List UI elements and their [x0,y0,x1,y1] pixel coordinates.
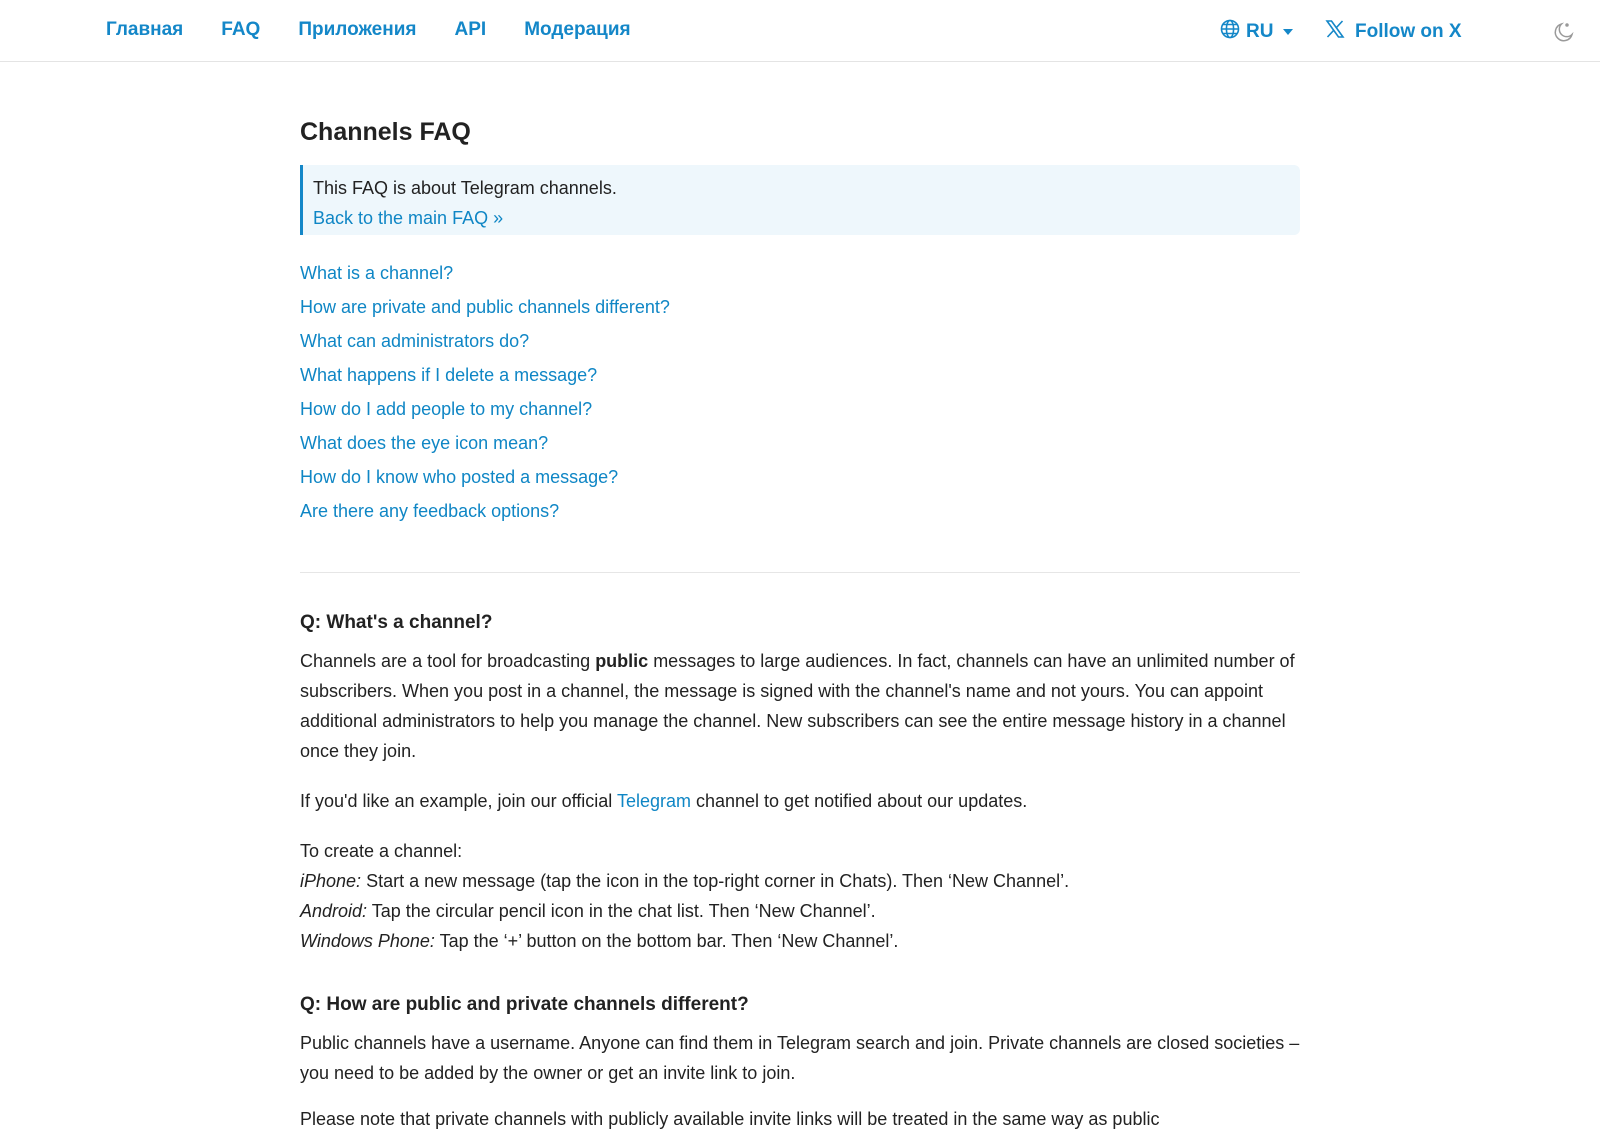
answer-paragraph [300,646,1300,766]
language-code: RU [1246,21,1274,42]
nav-link-moderation[interactable]: Модерация [524,19,631,40]
page-title: Channels FAQ [300,118,471,146]
nav-link-apps[interactable]: Приложения [298,19,417,40]
question-heading: Q: What's a channel? [300,612,493,633]
answer-paragraph: Please note that private channels with publicly available invite links will be treated in the same way as public [300,1109,1160,1129]
answer-paragraph: Public channels have a username. Anyone can find them in Telegram search and join. Private channels are closed societies – you need to be added by the owner or get an invite link to join. [300,1033,1300,1083]
text-span: Tap the circular pencil icon in the chat list. Then ‘New Channel’. [367,901,876,921]
toc-link[interactable]: Are there any feedback options? [300,501,560,521]
toc-item [300,426,670,460]
text-span: To create a channel: [300,841,463,861]
dark-mode-toggle-icon[interactable] [1552,20,1576,49]
nav-link-home[interactable]: Главная [106,19,184,40]
toc-item [300,358,670,392]
follow-on-x-link[interactable] [1325,19,1462,45]
top-navigation-bar [0,0,1600,62]
nav-link-faq[interactable]: FAQ [221,19,261,40]
platform-label: iPhone: [300,871,362,891]
toc-link[interactable]: How do I know who posted a message? [300,467,619,487]
globe-icon [1220,19,1240,45]
language-selector[interactable] [1220,19,1293,45]
toc-item [300,290,670,324]
text-span: channel to get notified about our updates. [690,791,1028,811]
question-heading: Q: How are public and private channels different? [300,994,749,1015]
text-span: Start a new message (tap the icon in the top-right corner in Chats). Then ‘New Channel’. [361,871,1070,891]
nav-link-api[interactable]: API [454,19,487,40]
telegram-channel-link[interactable]: Telegram [616,791,691,811]
toc-link[interactable]: What is a channel? [300,263,454,283]
platform-label: Android: [300,901,368,921]
toc-link[interactable]: What happens if I delete a message? [300,365,598,385]
create-channel-instructions [300,836,1300,956]
toc-item [300,256,670,290]
faq-table-of-contents [300,256,670,528]
toc-link[interactable]: What can administrators do? [300,331,530,351]
answer-paragraph [300,786,1300,816]
toc-item [300,324,670,358]
follow-label: Follow on X [1355,21,1462,42]
callout-text: This FAQ is about Telegram channels. [313,178,617,198]
toc-link[interactable]: How are private and public channels different? [300,297,670,317]
platform-label: Windows Phone: [300,931,435,951]
text-span: Channels are a tool for broadcasting [300,651,596,671]
x-logo-icon [1325,19,1345,45]
toc-link[interactable]: How do I add people to my channel? [300,399,593,419]
toc-item [300,460,670,494]
text-span: If you'd like an example, join our official [300,791,617,811]
chevron-down-icon [1283,29,1293,35]
bold-text: public [595,651,649,671]
toc-item [300,392,670,426]
text-span: messages to large audiences. In fact, channels can have an unlimited number of subscribers. When you post in a channel, the message is signed with the channel's name and not yours. You can appoint additional administrators to help you manage the channel. New subscribers can see the entire message history in a channel once they join. [300,651,1295,761]
text-span: Tap the ‘+’ button on the bottom bar. Then ‘New Channel’. [434,931,899,951]
toc-link[interactable]: What does the eye icon mean? [300,433,549,453]
toc-item [300,494,670,528]
section-divider [300,572,1300,573]
info-callout [300,165,1300,235]
back-to-main-faq-link[interactable]: Back to the main FAQ » [313,208,504,228]
main-nav [106,19,631,41]
